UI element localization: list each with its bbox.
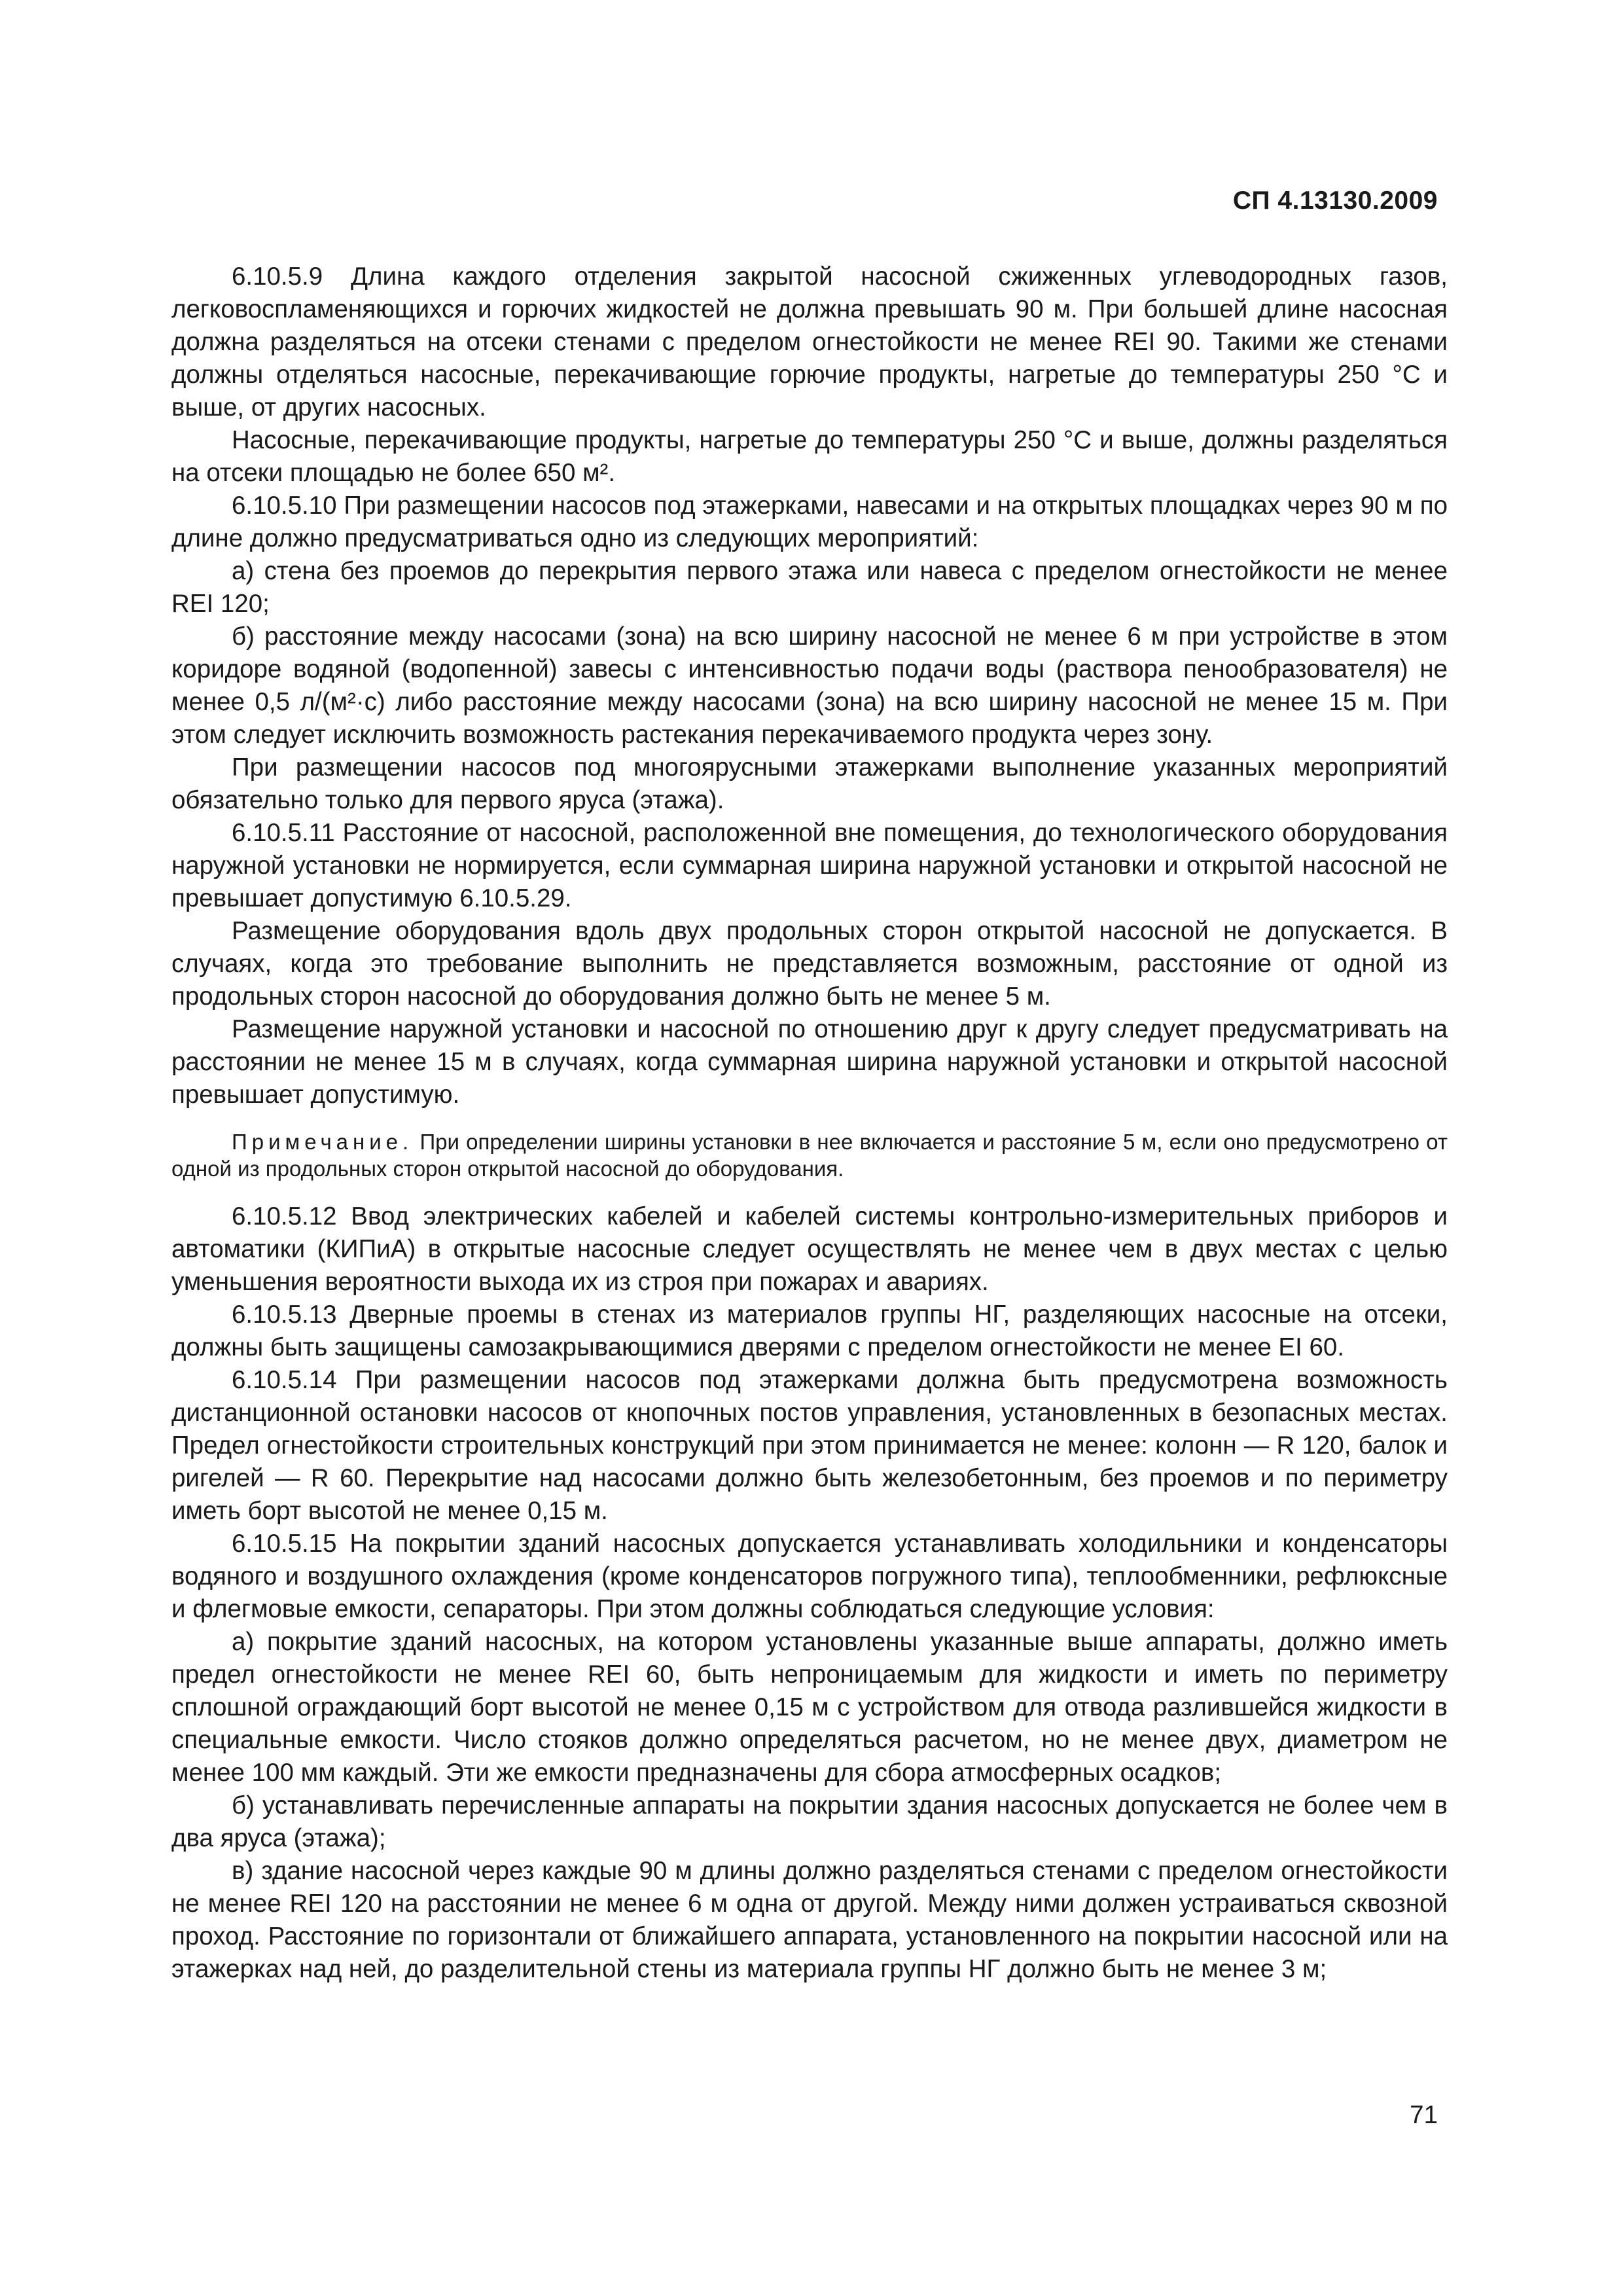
list-item-b-tiers: б) устанавливать перечисленные аппараты на покрытии здания насосных допускается не более чем в два яруса (этажа); bbox=[171, 1791, 1448, 1852]
paragraph-pump-compartments: Насосные, перекачивающие продукты, нагретые до температуры 250 °С и выше, должны разделяться на отсеки площадью не более 650 м². bbox=[171, 426, 1448, 487]
note-label: Примечание. bbox=[232, 1130, 414, 1154]
paragraph-6-10-5-10: 6.10.5.10 При размещении насосов под этажерками, навесами и на открытых площадках через 90 м по длине должно предусматриваться одно из следующих мероприятий: bbox=[171, 492, 1448, 552]
paragraph-6-10-5-12: 6.10.5.12 Ввод электрических кабелей и кабелей системы контрольно-измерительных приборов и автоматики (КИПиА) в открытые насосные следует осуществлять не менее чем в двух местах с целью уменьшения вероятности выхода их из строя при пожарах и авариях. bbox=[171, 1202, 1448, 1296]
list-item-b-zone: б) расстояние между насосами (зона) на всю ширину насосной не менее 6 м при устройстве в этом коридоре водяной (водопенной) завесы с интенсивностью подачи воды (раствора пенообразователя) не менее 0,5 л/(м²·с) либо расстояние между насосами (зона) на всю ширину насосной не менее 15 м. При этом следует исключить возможность растекания перекачиваемого продукта через зону. bbox=[171, 622, 1448, 749]
list-item-a-wall: а) стена без проемов до перекрытия первого этажа или навеса с пределом огнестойкости не менее REI 120; bbox=[171, 557, 1448, 618]
paragraph-equipment-placement: Размещение оборудования вдоль двух продольных сторон открытой насосной не допускается. В случаях, когда это требование выполнить не представляется возможным, расстояние от одной из продольных сторон насосной до оборудования должно быть не менее 5 м. bbox=[171, 917, 1448, 1011]
paragraph-installation-distance: Размещение наружной установки и насосной по отношению друг к другу следует предусматривать на расстоянии не менее 15 м в случаях, когда суммарная ширина наружной установки и открытой насосной превышает допустимую. bbox=[171, 1015, 1448, 1109]
note-text: При определении ширины установки в нее включается и расстояние 5 м, если оно предусмотрено от одной из продольных сторон открытой насосной до оборудования. bbox=[171, 1130, 1448, 1181]
paragraph-6-10-5-15: 6.10.5.15 На покрытии зданий насосных допускается устанавливать холодильники и конденсаторы водяного и воздушного охлаждения (кроме конденсаторов погружного типа), теплообменники, рефлюксные и флегмовые емкости, сепараторы. При этом должны соблюдаться следующие условия: bbox=[171, 1530, 1448, 1623]
paragraph-multi-tier: При размещении насосов под многоярусными этажерками выполнение указанных мероприятий обязательно только для первого яруса (этажа). bbox=[171, 753, 1448, 814]
page-number: 71 bbox=[1410, 2101, 1438, 2129]
document-code-header: СП 4.13130.2009 bbox=[1232, 187, 1438, 215]
paragraph-6-10-5-11: 6.10.5.11 Расстояние от насосной, расположенной вне помещения, до технологического оборудования наружной установки не нормируется, если суммарная ширина наружной установки и открытой насосной не превышает допустимую 6.10.5.29. bbox=[171, 819, 1448, 912]
note bbox=[171, 1128, 1448, 1182]
paragraph-6-10-5-14: 6.10.5.14 При размещении насосов под этажерками должна быть предусмотрена возможность дистанционной остановки насосов от кнопочных постов управления, установленных в безопасных местах. Предел огнестойкости строительных конструкций при этом принимается не менее: колонн — R 120, балок и ригелей — R 60. Перекрытие над насосами должно быть железобетонным, без проемов и по периметру иметь борт высотой не менее 0,15 м. bbox=[171, 1366, 1448, 1525]
list-item-a-roof: а) покрытие зданий насосных, на котором установлены указанные выше аппараты, должно иметь предел огнестойкости не менее REI 60, быть непроницаемым для жидкости и иметь по периметру сплошной ограждающий борт высотой не менее 0,15 м с устройством для отвода разлившейся жидкости в специальные емкости. Число стояков должно определяться расчетом, но не менее двух, диаметром не менее 100 мм каждый. Эти же емкости предназначены для сбора атмосферных осадков; bbox=[171, 1628, 1448, 1787]
paragraph-6-10-5-13: 6.10.5.13 Дверные проемы в стенах из материалов группы НГ, разделяющих насосные на отсеки, должны быть защищены самозакрывающимися дверями с пределом огнестойкости не менее EI 60. bbox=[171, 1300, 1448, 1361]
list-item-v-walls: в) здание насосной через каждые 90 м длины должно разделяться стенами с пределом огнестойкости не менее REI 120 на расстоянии не менее 6 м одна от другой. Между ними должен устраиваться сквозной проход. Расстояние по горизонтали от ближайшего аппарата, установленного на покрытии насосной или на этажерках над ней, до разделительной стены из материала группы НГ должно быть не менее 3 м; bbox=[171, 1857, 1448, 1983]
paragraph-6-10-5-9: 6.10.5.9 Длина каждого отделения закрытой насосной сжиженных углеводородных газов, легковоспламеняющихся и горючих жидкостей не должна превышать 90 м. При большей длине насосная должна разделяться на отсеки стенами с пределом огнестойкости не менее REI 90. Такими же стенами должны отделяться насосные, перекачивающие горючие продукты, нагретые до температуры 250 °С и выше, от других насосных. bbox=[171, 262, 1448, 422]
document-body bbox=[171, 260, 1448, 1986]
